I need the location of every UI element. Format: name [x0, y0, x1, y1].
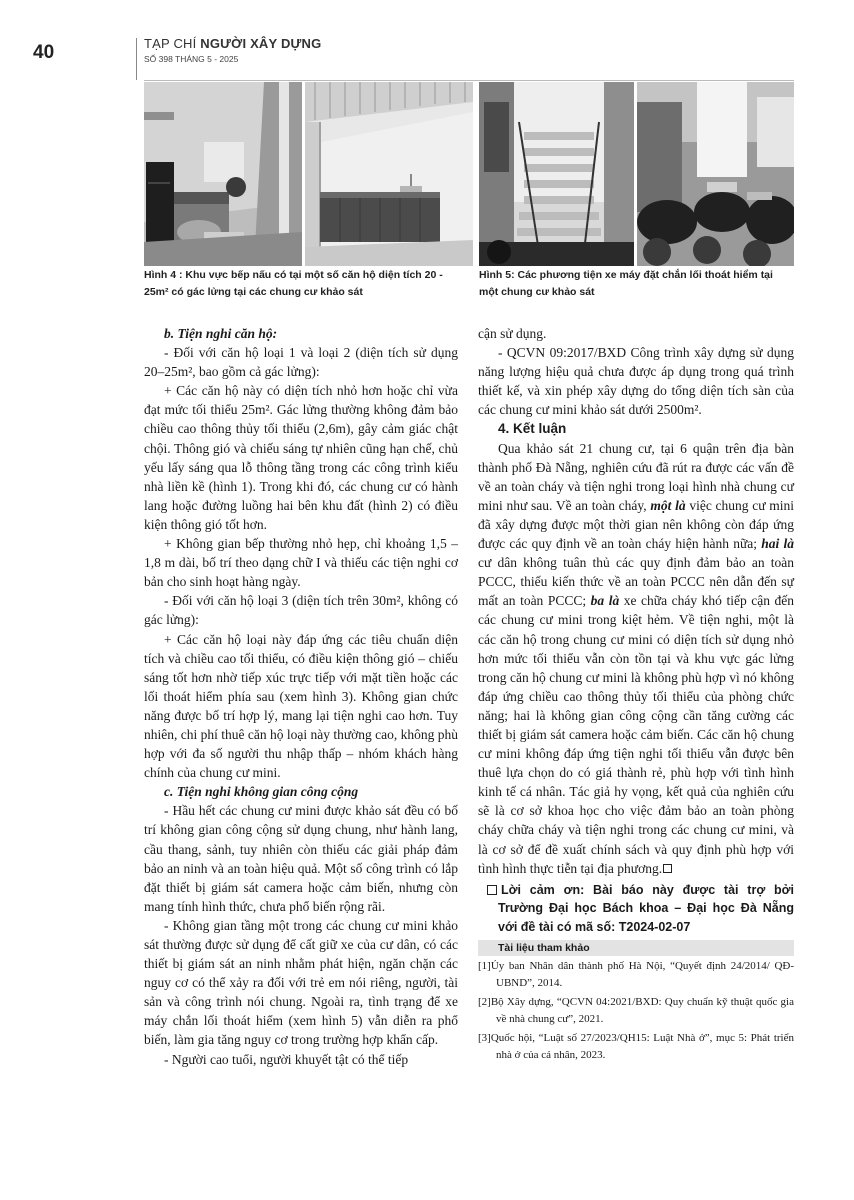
magazine-name: NGƯỜI XÂY DỰNG [200, 36, 322, 51]
figure-5-caption: Hình 5: Các phương tiện xe máy đặt chắn lối thoát hiểm tại một chung cư khảo sát [479, 269, 773, 298]
figure-5-photo-staircase [479, 82, 634, 266]
subheading-public-space-amenities: c. Tiện nghi không gian công cộng [164, 784, 359, 800]
body-paragraph: - QCVN 09:2017/BXD Công trình xây dựng sử dụng năng lượng hiệu quả chưa được áp dụng trong quá trình thiết kế, và xin phép xây dựng do tổng diện tích sàn của các chung cư mini khảo sát dưới 2500m². [478, 345, 794, 418]
reference-item: [3]Quốc hội, “Luật số 27/2023/QH15: Luật Nhà ở”, mục 5: Phát triển nhà ở của cá nhân, 2023. [478, 1032, 794, 1062]
end-of-article-icon [663, 864, 672, 873]
checkbox-bullet-icon [487, 885, 497, 895]
body-paragraph: - Người cao tuổi, người khuyết tật có thể tiếp [164, 1051, 409, 1067]
emphasis-text: hai là [761, 536, 794, 552]
conclusion-text: việc chung cư mini đã xây dựng được một thời gian nên không còn đáp ứng được các quy định về an toàn cháy hiện hành nữa; [478, 497, 794, 552]
right-column [478, 324, 794, 1064]
conclusion-paragraph [478, 439, 794, 878]
magazine-prefix: TẠP CHÍ [144, 36, 197, 51]
issue-info: SỐ 398 THÁNG 5 - 2025 [144, 54, 239, 64]
page-number: 40 [33, 42, 55, 63]
references-title: Tài liệu tham khảo [478, 940, 794, 956]
body-paragraph: + Các căn hộ loại này đáp ứng các tiêu chuẩn diện tích và chiều cao tối thiểu, có điều kiện thông gió – chiếu sáng tốt hơn nhờ tiếp xúc trực tiếp với mặt tiền hoặc các lối thoát hiểm phía sau (xem hình 3). Không gian chức năng được bố trí hợp lý, mang lại tiện nghi cao hơn. Tuy nhiên, chi phí thuê căn hộ loại này thường cao, không phù hợp với đa số người thu nhập thấp – nhóm khách hàng chính của chung cư mini. [144, 631, 459, 781]
figure-5-photo-motorbikes [637, 82, 794, 266]
magazine-title [144, 36, 321, 51]
top-rule [144, 80, 794, 81]
figure-4-photo-kitchen-counter [305, 82, 473, 266]
references-section [478, 940, 794, 1064]
section-heading-conclusion: 4. Kết luận [498, 421, 567, 437]
figure-4-photo-kitchen-corner [144, 82, 302, 266]
body-paragraph: - Đối với căn hộ loại 1 và loại 2 (diện tích sử dụng 20–25m², bao gồm cả gác lửng): [144, 345, 458, 380]
acknowledgement-text: Lời cảm ơn: Bài báo này được tài trợ bởi Trường Đại học Bách khoa – Đại học Đà Nẵng với đề tài có mã số: T2024-02-07 [498, 882, 794, 934]
emphasis-text: ba là [590, 593, 620, 609]
body-paragraph: - Hầu hết các chung cư mini được khảo sát đều có bố trí không gian công cộng sử dụng chung, như hành lang, cầu thang, sảnh, tuy nhiên còn thiếu các giải pháp đảm bảo an ninh và an toàn hiệu quả. Một số công trình có lắp đặt thiết bị giám sát camera hoặc cảm biến, nhưng còn mang tính hình thức, chưa phổ biến rộng rãi. [144, 803, 458, 914]
emphasis-text: một là [650, 497, 686, 513]
conclusion-text: cư dân không tuân thủ các quy định đảm bảo an toàn PCCC, thiếu kiến thức về an toàn PCCC nên dẫn đến sự mất an toàn PCCC; [478, 555, 794, 609]
reference-item: [1]Ủy ban Nhân dân thành phố Hà Nội, “Quyết định 24/2014/ QĐ-UBND”, 2014. [478, 960, 794, 990]
left-column [144, 324, 458, 1069]
body-paragraph: - Đối với căn hộ loại 3 (diện tích trên 30m², không có gác lửng): [144, 593, 458, 628]
figure-4-caption: Hình 4 : Khu vực bếp nấu có tại một số căn hộ diện tích 20 - 25m² có gác lửng tại các chung cư khảo sát [144, 269, 443, 298]
acknowledgement [478, 881, 794, 937]
continued-text: cận sử dụng. [478, 326, 547, 341]
subheading-apartment-amenities: b. Tiện nghi căn hộ: [164, 326, 278, 341]
conclusion-text: xe chữa cháy khó tiếp cận đến các chung cư mini trong kiệt hẻm. Về tiện nghi, một là các căn hộ trong chung cư mini có diện tích sử dụng nhỏ hơn mức tối thiểu vẫn còn tồn tại và khu vực gác lửng trong căn hộ chung cư mini là không phù hợp vì nó không đáp ứng chiều cao thông thủy tối thiểu của phòng chức năng; hai là không gian công cộng cần tăng cường các thiết bị giám sát camera hoặc cảm biến. Các căn hộ chung cư mini không đáp ứng tiện nghi tối thiểu vẫn được bên thuê lựa chọn do có giá thành rẻ, phù hợp với tình hình kinh tế cá nhân. Tác giả hy vọng, kết quả của nghiên cứu sẽ là cơ sở khoa học cho việc đảm bảo an toàn phòng cháy chữa cháy và tiện nghi trong các chung cư mini, và là cơ sở để đề xuất chính sách và quy định phù hợp với tình hình thực tiễn tại địa phương. [478, 593, 794, 876]
body-paragraph: + Các căn hộ này có diện tích nhỏ hơn hoặc chỉ vừa đạt mức tối thiểu 25m². Gác lửng thường không đảm bảo chiều cao thông thủy tối thiểu (2,6m), gây cảm giác chật chội. Thông gió và chiếu sáng tự nhiên cũng hạn chế, chủ yếu lấy sáng qua lỗ thông tầng trong các công trình kiểu nhà liền kề (hình 1). Trong khi đó, các chung cư có hành lang hoặc đường luồng hai bên khu đất (hình 2) có điều kiện thông gió tốt hơn. [144, 383, 458, 532]
body-paragraph: + Không gian bếp thường nhỏ hẹp, chỉ khoảng 1,5 – 1,8 m dài, bố trí theo dạng chữ I và thiếu các tiện nghi cơ bản cho sinh hoạt hàng ngày. [144, 536, 458, 590]
conclusion-text: Qua khảo sát 21 chung cư, tại 6 quận trên địa bàn thành phố Đà Nẵng, nghiên cứu đã rút ra được các vấn đề về an toàn cháy và tiện nghi trong loại hình nhà chung cư mini như sau. Về an toàn cháy, [478, 440, 794, 513]
header-divider [136, 38, 137, 80]
reference-item: [2]Bộ Xây dựng, “QCVN 04:2021/BXD: Quy chuẩn kỹ thuật quốc gia về nhà chung cư”, 2021. [478, 996, 794, 1026]
body-paragraph: - Không gian tầng một trong các chung cư mini khảo sát thường được sử dụng để cất giữ xe của cư dân, có các thiết bị giám sát an ninh nhằm phát hiện, ngăn chặn các nguy cơ có thể xảy ra đối với trẻ em nói riêng, người, tài sản và công trình nói chung. Ngoài ra, tình trạng để xe máy chắn lối thoát hiểm (xem hình 5) vẫn diễn ra phổ biến, làm gia tăng nguy cơ trong trường hợp khẩn cấp. [144, 917, 458, 1048]
